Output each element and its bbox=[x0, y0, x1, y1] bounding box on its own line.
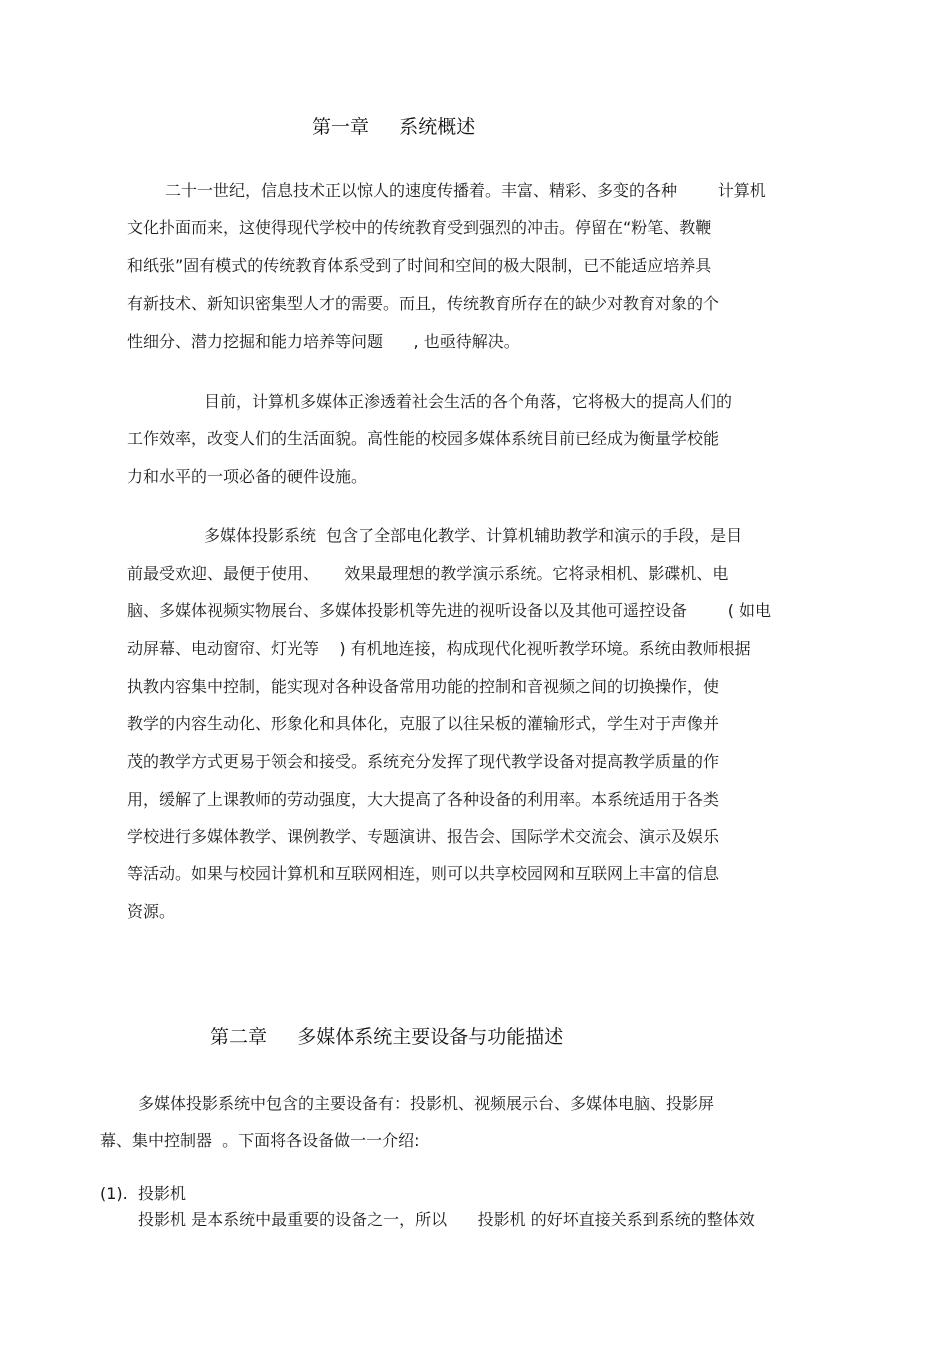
paragraph-line: 力和水平的一项必备的硬件设施。 bbox=[127, 467, 368, 486]
paragraph-line: 用，缓解了上课教师的劳动强度，大大提高了各种设备的利用率。本系统适用于各类 bbox=[127, 790, 720, 809]
paragraph-line: 动屏幕、电动窗帘、灯光等 ) 有机地连接，构成现代化视听教学环境。系统由教师根据 bbox=[127, 639, 751, 658]
paragraph-line: 资源。 bbox=[127, 902, 176, 921]
paragraph-line: 执教内容集中控制，能实现对各种设备常用功能的控制和音视频之间的切换操作，使 bbox=[127, 677, 720, 696]
paragraph-line: 脑、多媒体视频实物展台、多媒体投影机等先进的视听设备以及其他可遥控设备 ( 如电 bbox=[127, 601, 772, 620]
paragraph-line: 目前，计算机多媒体正渗透着社会生活的各个角落，它将极大的提高人们的 bbox=[204, 392, 733, 411]
paragraph-line: 多媒体投影系统中包含的主要设备有：投影机、视频展示台、多媒体电脑、投影屏 bbox=[138, 1094, 715, 1113]
chapter-1-heading: 第一章 系统概述 bbox=[312, 116, 476, 138]
list-item-text: 投影机 是本系统中最重要的设备之一，所以 投影机 的好坏直接关系到系统的整体效 bbox=[138, 1210, 755, 1229]
paragraph-line: 文化扑面而来，这使得现代学校中的传统教育受到强烈的冲击。停留在“粉笔、教鞭 bbox=[127, 218, 712, 237]
paragraph-line: 前最受欢迎、最便于使用、 效果最理想的教学演示系统。它将录相机、影碟机、电 bbox=[127, 564, 729, 583]
paragraph-line: 有新技术、新知识密集型人才的需要。而且，传统教育所存在的缺少对教育对象的个 bbox=[127, 294, 720, 313]
list-item-number: (1). bbox=[100, 1184, 128, 1203]
list-item-title: 投影机 bbox=[138, 1184, 187, 1203]
paragraph-line: 二十一世纪，信息技术正以惊人的速度传播着。丰富、精彩、多变的各种 计算机 bbox=[165, 181, 766, 200]
paragraph-line: 等活动。如果与校园计算机和互联网相连，则可以共享校园网和互联网上丰富的信息 bbox=[127, 864, 720, 883]
paragraph-line: 幕、集中控制器 。下面将各设备做一一介绍: bbox=[100, 1131, 420, 1150]
paragraph-line: 多媒体投影系统 包含了全部电化教学、计算机辅助教学和演示的手段，是目 bbox=[204, 526, 743, 545]
chapter-2-heading: 第二章 多媒体系统主要设备与功能描述 bbox=[210, 1026, 564, 1048]
paragraph-line: 和纸张”固有模式的传统教育体系受到了时间和空间的极大限制，已不能适应培养具 bbox=[127, 256, 712, 275]
paragraph-line: 工作效率，改变人们的生活面貌。高性能的校园多媒体系统目前已经成为衡量学校能 bbox=[127, 429, 720, 448]
paragraph-line: 性细分、潜力挖掘和能力培养等问题 , 也亟待解决。 bbox=[127, 332, 520, 351]
paragraph-line: 学校进行多媒体教学、课例教学、专题演讲、报告会、国际学术交流会、演示及娱乐 bbox=[127, 827, 720, 846]
paragraph-line: 茂的教学方式更易于领会和接受。系统充分发挥了现代教学设备对提高教学质量的作 bbox=[127, 752, 720, 771]
paragraph-line: 教学的内容生动化、形象化和具体化，克服了以往呆板的灌输形式，学生对于声像并 bbox=[127, 714, 720, 733]
